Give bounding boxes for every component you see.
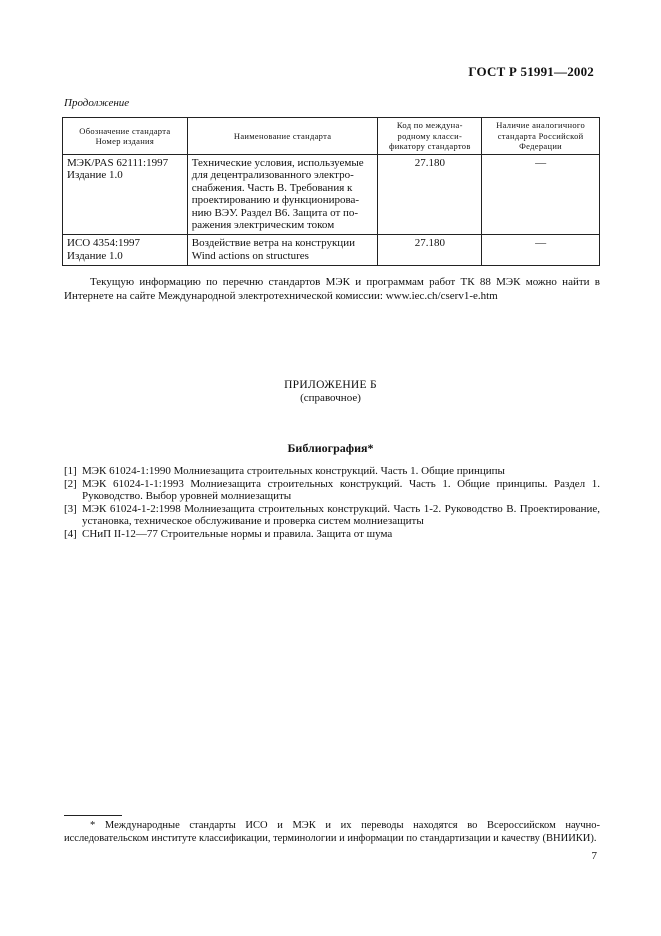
bibliography-list (64, 465, 600, 541)
list-item (64, 503, 600, 528)
cell-analog: — (482, 235, 600, 266)
cell-designation: ИСО 4354:1997 Издание 1.0 (63, 235, 188, 266)
header-code: Код по междуна- родному класси- фикатору стандартов (378, 118, 482, 155)
list-item (64, 528, 600, 541)
bib-text: МЭК 61024-1-1:1993 Молниезащита строительных конструкций. Часть 1. Общие принципы. Раздел 1. Руководство. Выбор уровней молниезащиты (82, 477, 600, 503)
continuation-label: Продолжение (64, 97, 130, 109)
cell-code: 27.180 (378, 155, 482, 235)
list-item (64, 478, 600, 503)
bib-text: СНиП II-12—77 Строительные нормы и правила. Защита от шума (82, 527, 393, 540)
list-item (64, 465, 600, 478)
bibliography-title: Библиография* (287, 441, 374, 455)
bib-number: [2] (64, 477, 77, 490)
bib-number: [4] (64, 527, 77, 540)
cell-name: Воздействие ветра на конструкции Wind actions on structures (187, 235, 378, 266)
header-analog: Наличие аналогичного стандарта Российской Федерации (482, 118, 600, 155)
cell-analog: — (482, 155, 600, 235)
annex-title: ПРИЛОЖЕНИЕ Б (284, 379, 377, 391)
header-designation: Обозначение стандарта Номер издания (63, 118, 188, 155)
annex-subtitle: (справочное) (300, 392, 361, 404)
bib-number: [3] (64, 502, 77, 515)
table-row (63, 235, 600, 266)
footnote: * Международные стандарты ИСО и МЭК и их переводы находятся во Всероссийском научно-исследовательском институте классификации, терминологии и информации по стандартизации и качеству (ВНИИКИ). (64, 820, 600, 844)
bib-text: МЭК 61024-1:1990 Молниезащита строительных конструкций. Часть 1. Общие принципы (82, 465, 505, 477)
bib-text: МЭК 61024-1-2:1998 Молниезащита строительных конструкций. Часть 1-2. Руководство В. Проектирование, установка, техническое обслуживание и проверка систем молниезащиты (82, 502, 600, 528)
document-code: ГОСТ Р 51991—2002 (468, 64, 594, 79)
table-header-row (63, 118, 600, 155)
info-paragraph: Текущую информацию по перечню стандартов МЭК и программам работ ТК 88 МЭК можно найти в Интернете на сайте Международной электротехнической комиссии: www.iec.ch/cserv1-e.htm (64, 276, 600, 302)
footnote-divider (64, 815, 122, 816)
table-row (63, 155, 600, 235)
cell-name: Технические условия, используемые для децентрализованного электро- снабжения. Часть В. Требования к проектированию и функционирова- нию ВЭУ. Раздел В6. Защита от по- ражения электрическим током (187, 155, 378, 235)
cell-code: 27.180 (378, 235, 482, 266)
page-number: 7 (591, 850, 597, 862)
standards-table (62, 117, 600, 266)
header-name: Наименование стандарта (187, 118, 378, 155)
bib-number: [1] (64, 465, 77, 477)
cell-designation: МЭК/PAS 62111:1997 Издание 1.0 (63, 155, 188, 235)
